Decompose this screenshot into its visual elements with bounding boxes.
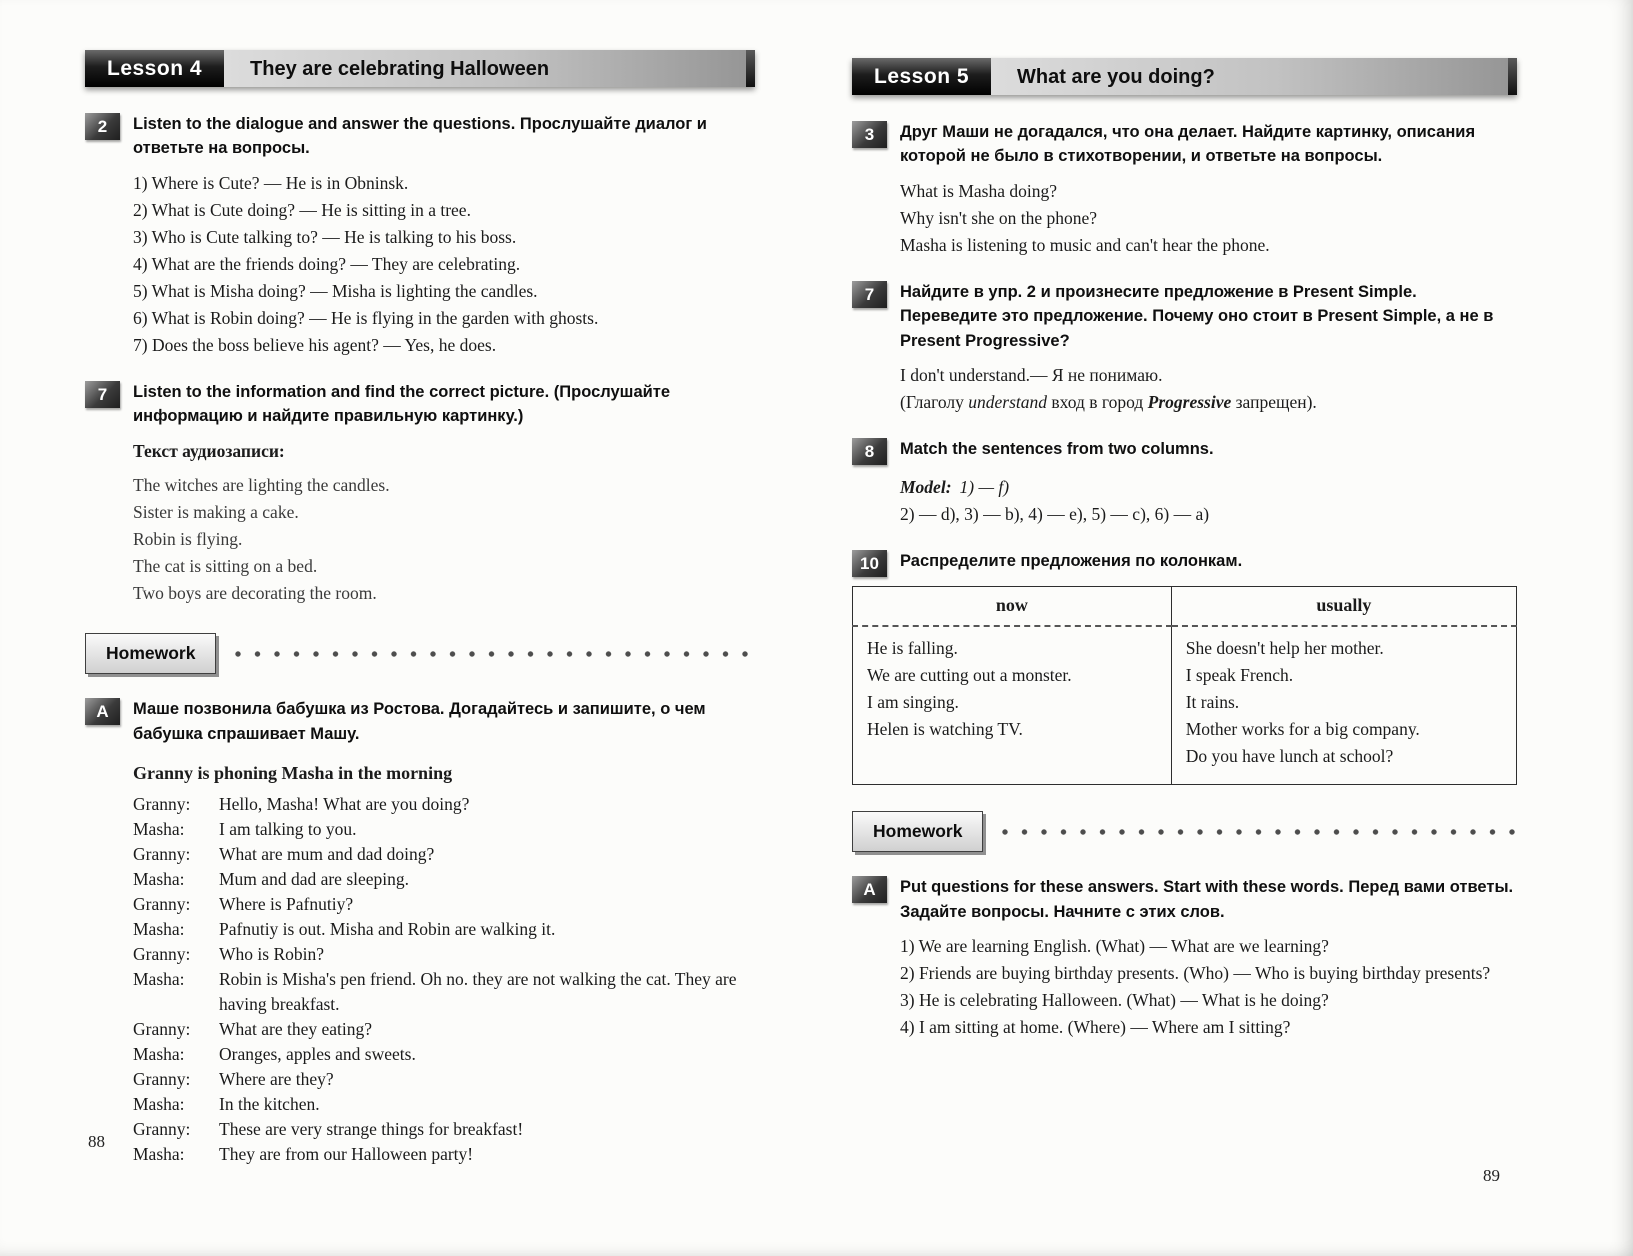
dialogue-speaker: Granny:	[133, 1018, 191, 1039]
homework-badge: Homework	[852, 811, 983, 852]
dialogue-line	[133, 1142, 755, 1167]
dotted-leader	[234, 650, 755, 658]
exercise-a-left-instruction: Маше позвонила бабушка из Ростова. Догадайтесь и запишите, о чем бабушка спрашивает Машу.	[133, 700, 706, 743]
dialogue-speaker: Masha:	[133, 918, 185, 939]
dialogue-speaker: Granny:	[133, 1118, 191, 1139]
exercise-3	[852, 119, 1517, 259]
dialogue-speaker: Masha:	[133, 1143, 185, 1164]
table-line: She doesn't help her mother.	[1185, 638, 1384, 659]
dialogue-text: Where are they?	[219, 1068, 334, 1089]
exercise-7-left-badge: 7	[85, 381, 120, 408]
exercise-2-instruction: Listen to the dialogue and answer the questions. Прослушайте диалог и ответьте на вопросы.	[133, 115, 707, 158]
page-right	[852, 58, 1517, 1061]
example-text: вход в город	[1047, 392, 1148, 413]
exercise-a-left	[85, 696, 755, 1167]
homework-strip-left	[85, 633, 755, 674]
homework-strip-right	[852, 811, 1517, 852]
exercise-a-left-head	[85, 696, 755, 746]
exercise-7-right-body	[900, 362, 1517, 416]
dialogue-text: What are they eating?	[219, 1018, 373, 1039]
dialogue-line	[133, 892, 755, 917]
dialogue-text: These are very strange things for breakfast!	[219, 1118, 524, 1139]
lesson-5-bar-end	[1508, 58, 1517, 95]
dialogue-speaker: Granny:	[133, 843, 191, 864]
table-cell-usually	[1171, 626, 1516, 785]
audio-line: The witches are lighting the candles.	[133, 474, 390, 495]
exercise-8-head	[852, 436, 1517, 465]
exercise-a-right-badge: A	[852, 876, 887, 903]
example-italic-word: understand	[968, 392, 1047, 413]
exercise-8	[852, 436, 1517, 528]
audio-script-heading: Текст аудиозаписи:	[133, 440, 285, 461]
question-item: 3) He is celebrating Halloween. (What) — What is he doing?	[900, 990, 1329, 1011]
exercise-a-right-instruction: Put questions for these answers. Start with these words. Перед вами ответы. Задайте вопросы. Начните с этих слов.	[900, 878, 1514, 921]
example-text: (Глаголу	[900, 392, 969, 413]
lesson-4-badge: Lesson 4	[85, 50, 224, 87]
dialogue-text: Hello, Masha! What are you doing?	[219, 793, 470, 814]
dialogue-text: Where is Pafnutiy?	[219, 893, 354, 914]
table-line: It rains.	[1185, 692, 1240, 713]
exercise-3-head	[852, 119, 1517, 169]
exercise-7-right-instruction: Найдите в упр. 2 и произнесите предложение в Present Simple. Переведите это предложение. Почему оно стоит в Present Simple, а не в Present Progressive?	[900, 282, 1494, 350]
exercise-7-left	[85, 379, 755, 607]
table-header-now: now	[853, 587, 1172, 627]
exercise-a-right	[852, 874, 1517, 1041]
homework-badge: Homework	[85, 633, 216, 674]
exercise-7-right-head	[852, 279, 1517, 353]
dialogue-text: I am talking to you.	[219, 818, 357, 839]
dialogue-line	[133, 792, 755, 817]
exercise-8-body	[900, 474, 1517, 528]
dialogue-text: Pafnutiy is out. Misha and Robin are walking it.	[219, 918, 556, 939]
dialogue-line	[133, 1117, 755, 1142]
exercise-2-body	[133, 170, 755, 359]
table-line: Mother works for a big company.	[1185, 719, 1420, 740]
exercise-a-left-badge: A	[85, 698, 120, 725]
question-item: 3) Who is Cute talking to? — He is talking to his boss.	[133, 226, 517, 247]
answer-line: Why isn't she on the phone?	[900, 207, 1098, 228]
exercise-a-left-body	[133, 760, 755, 1167]
dialogue-text: They are from our Halloween party!	[219, 1143, 474, 1164]
lesson-5-badge: Lesson 5	[852, 58, 991, 95]
table-line: Helen is watching TV.	[867, 719, 1023, 740]
dialogue-text: Who is Robin?	[219, 943, 324, 964]
model-line	[900, 474, 1517, 501]
dialogue-speaker: Masha:	[133, 968, 185, 989]
lesson-4-bar-end	[746, 50, 755, 87]
answers-line: 2) — d), 3) — b), 4) — e), 5) — c), 6) — a)	[900, 504, 1210, 525]
exercise-10-head	[852, 548, 1517, 577]
page-number: 88	[88, 1132, 105, 1151]
exercise-7-left-head	[85, 379, 755, 429]
question-item: 1) We are learning English. (What) — What are we learning?	[900, 936, 1329, 957]
audio-line: Sister is making a cake.	[133, 501, 299, 522]
exercise-3-instruction: Друг Маши не догадался, что она делает. Найдите картинку, описания которой не было в стихотворении, и ответьте на вопросы.	[900, 123, 1476, 166]
example-bold-italic-word: Progressive	[1147, 392, 1232, 413]
dialogue-line	[133, 1042, 755, 1067]
table-line: He is falling.	[867, 638, 958, 659]
dialogue-text: Robin is Misha's pen friend. Oh no. they are not walking the cat. They are having breakfast.	[219, 968, 737, 1014]
exercise-a-right-head	[852, 874, 1517, 924]
dotted-leader	[1001, 828, 1517, 836]
audio-line: Two boys are decorating the room.	[133, 582, 377, 603]
table-line: I am singing.	[867, 692, 959, 713]
answer-line: What is Masha doing?	[900, 180, 1057, 201]
exercise-3-body	[900, 178, 1517, 259]
dialogue-line	[133, 967, 755, 1017]
dialogue-text: In the kitchen.	[219, 1093, 320, 1114]
dialogue-speaker: Masha:	[133, 1093, 185, 1114]
dialogue-line	[133, 842, 755, 867]
table-line: I speak French.	[1185, 665, 1294, 686]
dialogue-speaker: Granny:	[133, 893, 191, 914]
exercise-2	[85, 111, 755, 359]
example-line	[900, 389, 1517, 416]
page-number: 89	[1483, 1166, 1500, 1185]
lesson-4-title: They are celebrating Halloween	[224, 50, 746, 87]
exercise-10-badge: 10	[852, 550, 887, 577]
dialogue-speaker: Masha:	[133, 1043, 185, 1064]
dialogue-title: Granny is phoning Masha in the morning	[133, 762, 453, 783]
question-item: 2) What is Cute doing? — He is sitting in a tree.	[133, 199, 471, 220]
table-cell-now	[853, 626, 1172, 785]
question-item: 7) Does the boss believe his agent? — Yes, he does.	[133, 334, 497, 355]
dialogue-speaker: Masha:	[133, 818, 185, 839]
answer-line: Masha is listening to music and can't hear the phone.	[900, 234, 1270, 255]
question-item: 1) Where is Cute? — He is in Obninsk.	[133, 172, 409, 193]
table-line: We are cutting out a monster.	[867, 665, 1072, 686]
example-line: I don't understand.— Я не понимаю.	[900, 365, 1163, 386]
dialogue-speaker: Masha:	[133, 868, 185, 889]
model-label: Model:	[900, 477, 952, 498]
dialogue-text: Mum and dad are sleeping.	[219, 868, 410, 889]
dialogue-line	[133, 1017, 755, 1042]
exercise-7-left-instruction: Listen to the information and find the correct picture. (Прослушайте информацию и найдите правильную картинку.)	[133, 382, 671, 426]
exercise-8-badge: 8	[852, 438, 887, 465]
dialogue-line	[133, 867, 755, 892]
table-header-usually: usually	[1171, 587, 1516, 627]
exercise-10	[852, 548, 1517, 785]
dialogue-line	[133, 942, 755, 967]
dialogue-text: Oranges, apples and sweets.	[219, 1043, 416, 1064]
model-value: 1) — f)	[959, 477, 1010, 498]
exercise-a-right-body	[900, 933, 1517, 1041]
audio-line: Robin is flying.	[133, 528, 243, 549]
exercise-7-right	[852, 279, 1517, 416]
question-item: 5) What is Misha doing? — Misha is lighting the candles.	[133, 280, 538, 301]
question-item: 4) I am sitting at home. (Where) — Where am I sitting?	[900, 1017, 1291, 1038]
table-line: Do you have lunch at school?	[1185, 746, 1394, 767]
dialogue-speaker: Granny:	[133, 943, 191, 964]
audio-line: The cat is sitting on a bed.	[133, 555, 318, 576]
example-text: запрещен).	[1231, 392, 1317, 413]
dialogue-line	[133, 817, 755, 842]
exercise-2-head	[85, 111, 755, 161]
exercise-3-badge: 3	[852, 121, 887, 148]
page-left	[85, 50, 755, 1187]
exercise-10-instruction: Распределите предложения по колонкам.	[900, 552, 1243, 571]
exercise-2-badge: 2	[85, 113, 120, 140]
lesson-5-header	[852, 58, 1517, 95]
question-item: 4) What are the friends doing? — They are celebrating.	[133, 253, 521, 274]
dialogue-line	[133, 1092, 755, 1117]
dialogue-text: What are mum and dad doing?	[219, 843, 435, 864]
exercise-7-right-badge: 7	[852, 281, 887, 308]
question-item: 6) What is Robin doing? — He is flying in the garden with ghosts.	[133, 307, 599, 328]
now-usually-table	[852, 586, 1517, 785]
dialogue-speaker: Granny:	[133, 793, 191, 814]
exercise-7-left-body	[133, 438, 755, 607]
exercise-8-instruction: Match the sentences from two columns.	[900, 440, 1214, 459]
question-item: 2) Friends are buying birthday presents. (Who) — Who is buying birthday presents?	[900, 963, 1491, 984]
lesson-4-header	[85, 50, 755, 87]
dialogue-speaker: Granny:	[133, 1068, 191, 1089]
lesson-5-title: What are you doing?	[991, 58, 1508, 95]
dialogue-line	[133, 917, 755, 942]
dialogue-line	[133, 1067, 755, 1092]
